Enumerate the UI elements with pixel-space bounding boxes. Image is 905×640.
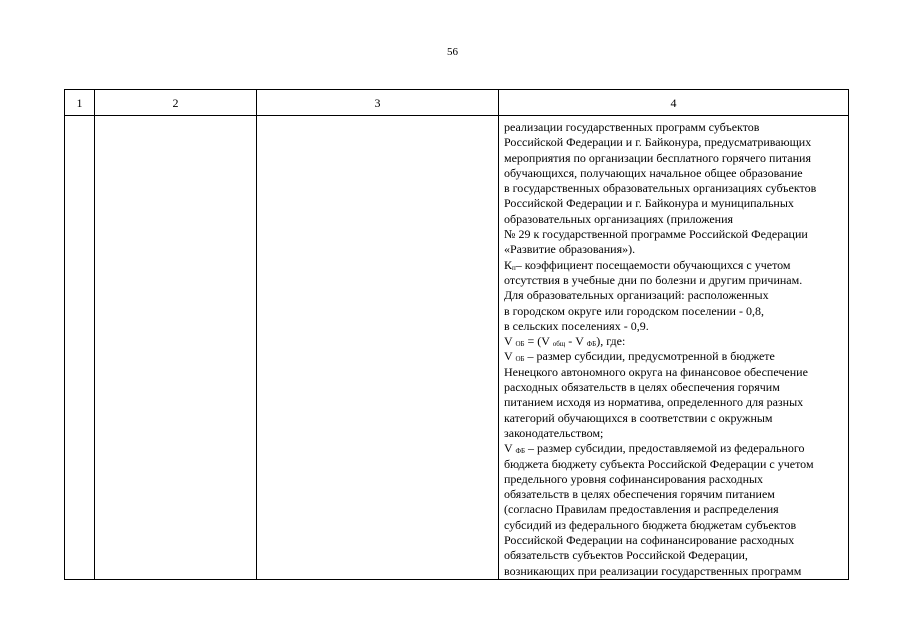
text-line: обучающихся, получающих начальное общее образование: [504, 165, 803, 180]
text-line: в государственных образовательных организациях субъектов: [504, 181, 817, 196]
text-line: ), где:: [596, 334, 626, 349]
text-line: Для образовательных организаций: расположенных: [504, 288, 769, 303]
text-line: предельного уровня софинансирования расходных: [504, 471, 764, 486]
text-line: Ненецкого автономного округа на финансовое обеспечение: [504, 364, 808, 379]
text-line: – размер субсидии, предоставляемой из федерального: [528, 441, 805, 456]
text-line: Российской Федерации и г. Байконура, предусматривающих: [504, 135, 812, 150]
column-header-1: 1: [65, 90, 95, 116]
text-line: Российской Федерации и г. Байконура и муниципальных: [504, 196, 794, 211]
text-line: возникающих при реализации государственных программ: [504, 563, 802, 578]
ob-subscript: ОБ: [515, 355, 525, 364]
column-header-3: 3: [257, 90, 499, 116]
obsh-subscript: общ: [552, 340, 566, 349]
text-line: – коэффициент посещаемости обучающихся с учетом: [515, 257, 791, 272]
v-symbol: V: [541, 334, 550, 349]
text-line: Российской Федерации на софинансирование расходных: [504, 533, 795, 548]
text-line: образовательных организациях (приложения: [504, 211, 734, 226]
formula-minus: -: [565, 334, 576, 349]
cell-column-2: [95, 116, 257, 580]
text-line: (согласно Правилам предоставления и распределения: [504, 502, 779, 517]
text-line: законодательством;: [504, 425, 604, 440]
formula-line: [504, 334, 842, 349]
page-number: 56: [447, 46, 458, 58]
table-row: [65, 116, 849, 580]
cell-column-4: [499, 116, 849, 580]
ob-subscript: ОБ: [515, 340, 525, 349]
text-line: категорий обучающихся в соответствии с окружным: [504, 410, 773, 425]
v-fb-definition: [504, 441, 842, 456]
text-line: обязательств в целях обеспечения горячим питанием: [504, 487, 775, 502]
formula-equals: = (: [524, 334, 542, 349]
column-header-2: 2: [95, 90, 257, 116]
v-symbol: V: [504, 441, 513, 456]
cell-column-1: [65, 116, 95, 580]
k-subscript: п: [512, 263, 516, 272]
text-line: обязательств субъектов Российской Федерации,: [504, 548, 748, 563]
column-header-4: 4: [499, 90, 849, 116]
text-line: мероприятия по организации бесплатного горячего питания: [504, 150, 811, 165]
v-symbol: V: [504, 349, 513, 364]
text-line: в городском округе или городском поселении - 0,8,: [504, 303, 764, 318]
text-line: «Развитие образования»).: [504, 242, 636, 257]
text-line: субсидий из федерального бюджета бюджетам субъектов: [504, 517, 797, 532]
v-symbol: V: [575, 334, 584, 349]
text-line: бюджета бюджету субъекта Российской Федерации с учетом: [504, 456, 814, 471]
v-ob-definition: [504, 349, 842, 364]
text-line: реализации государственных программ субъектов: [504, 120, 760, 134]
fb-subscript: ФБ: [586, 340, 597, 349]
text-line: отсутствия в учебные дни по болезни и другим причинам.: [504, 272, 803, 287]
text-line: расходных обязательств в целях обеспечения горячим: [504, 380, 780, 395]
fb-subscript: ФБ: [515, 447, 526, 456]
text-line: № 29 к государственной программе Российской Федерации: [504, 227, 808, 242]
document-table: [64, 89, 849, 580]
table-header-row: [65, 90, 849, 116]
cell-column-3: [257, 116, 499, 580]
text-line: – размер субсидии, предусмотренной в бюджете: [527, 349, 775, 364]
text-line: в сельских поселениях - 0,9.: [504, 318, 649, 333]
v-symbol: V: [504, 334, 513, 349]
k-symbol: К: [504, 257, 513, 272]
text-line: питанием исходя из норматива, определенного для разных: [504, 395, 804, 410]
coefficient-k-definition: [504, 258, 842, 273]
